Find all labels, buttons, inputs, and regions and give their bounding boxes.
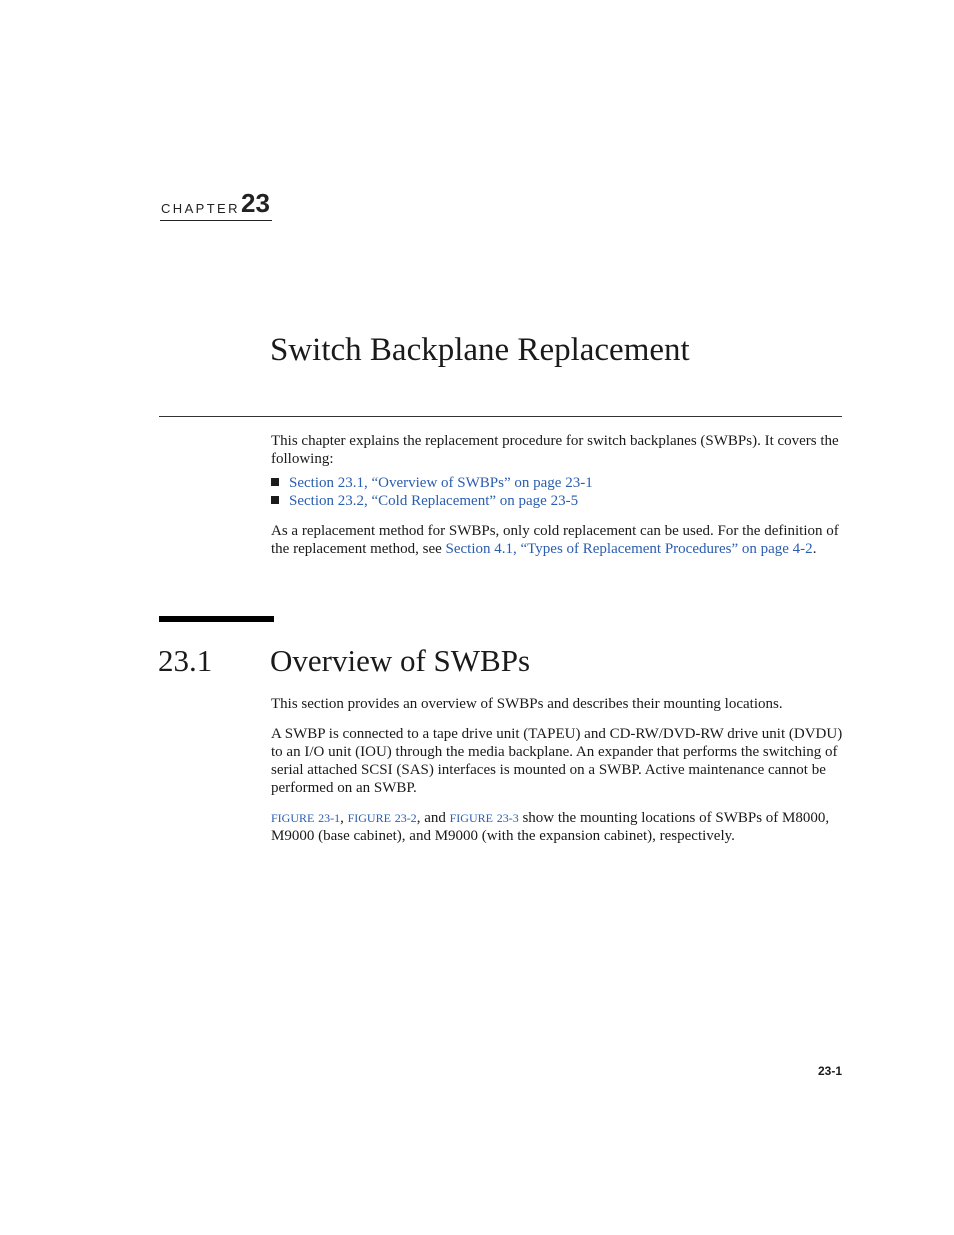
section-title: Overview of SWBPs (270, 643, 531, 678)
figures-paragraph (271, 809, 846, 845)
chapter-number: 23 (241, 188, 270, 218)
swbp-paragraph: A SWBP is connected to a tape drive unit (TAPEU) and CD-RW/DVD-RW drive unit (DVDU) to an I/O unit (IOU) through the media backplane. An expander that performs the switching of serial attached SCSI (SAS) interfaces is mounted on a SWBP. Active maintenance cannot be performed on an SWBP. (271, 726, 843, 796)
section-number: 23.1 (158, 643, 213, 678)
link-figure-23-1[interactable]: FIGURE 23-1 (271, 811, 341, 825)
link-section-4-1[interactable]: Section 4.1, “Types of Replacement Procedures” on page 4-2 (445, 541, 813, 557)
bullet-icon (271, 478, 279, 486)
method-period: . (812, 541, 817, 557)
overview-paragraph: This section provides an overview of SWBPs and describes their mounting locations. (271, 696, 783, 712)
method-text: As a replacement method for SWBPs, only cold replacement can be used. For the definition of the replacement method, see (271, 523, 839, 557)
list-item (271, 492, 578, 510)
link-figure-23-3[interactable]: FIGURE 23-3 (449, 811, 519, 825)
separator: , and (416, 810, 450, 826)
section-bar (159, 616, 274, 622)
link-section-23-1[interactable]: Section 23.1, “Overview of SWBPs” on page 23-1 (289, 475, 593, 491)
link-section-23-2[interactable]: Section 23.2, “Cold Replacement” on page 23-5 (289, 493, 579, 509)
page-number: 23-1 (817, 1064, 842, 1078)
separator: , (340, 810, 348, 826)
chapter-label (160, 188, 272, 221)
list-item (271, 474, 593, 492)
chapter-word: CHAPTER (161, 201, 240, 216)
chapter-title: Switch Backplane Replacement (270, 332, 690, 368)
intro-paragraph: This chapter explains the replacement procedure for switch backplanes (SWBPs). It covers the following: (271, 433, 839, 467)
figures-text: show the mounting locations of SWBPs of M8000, M9000 (base cabinet), and M9000 (with the expansion cabinet), respectively. (271, 810, 830, 844)
method-paragraph (271, 522, 846, 558)
bullet-icon (271, 496, 279, 504)
link-figure-23-2[interactable]: FIGURE 23-2 (347, 811, 417, 825)
title-divider (159, 416, 842, 417)
